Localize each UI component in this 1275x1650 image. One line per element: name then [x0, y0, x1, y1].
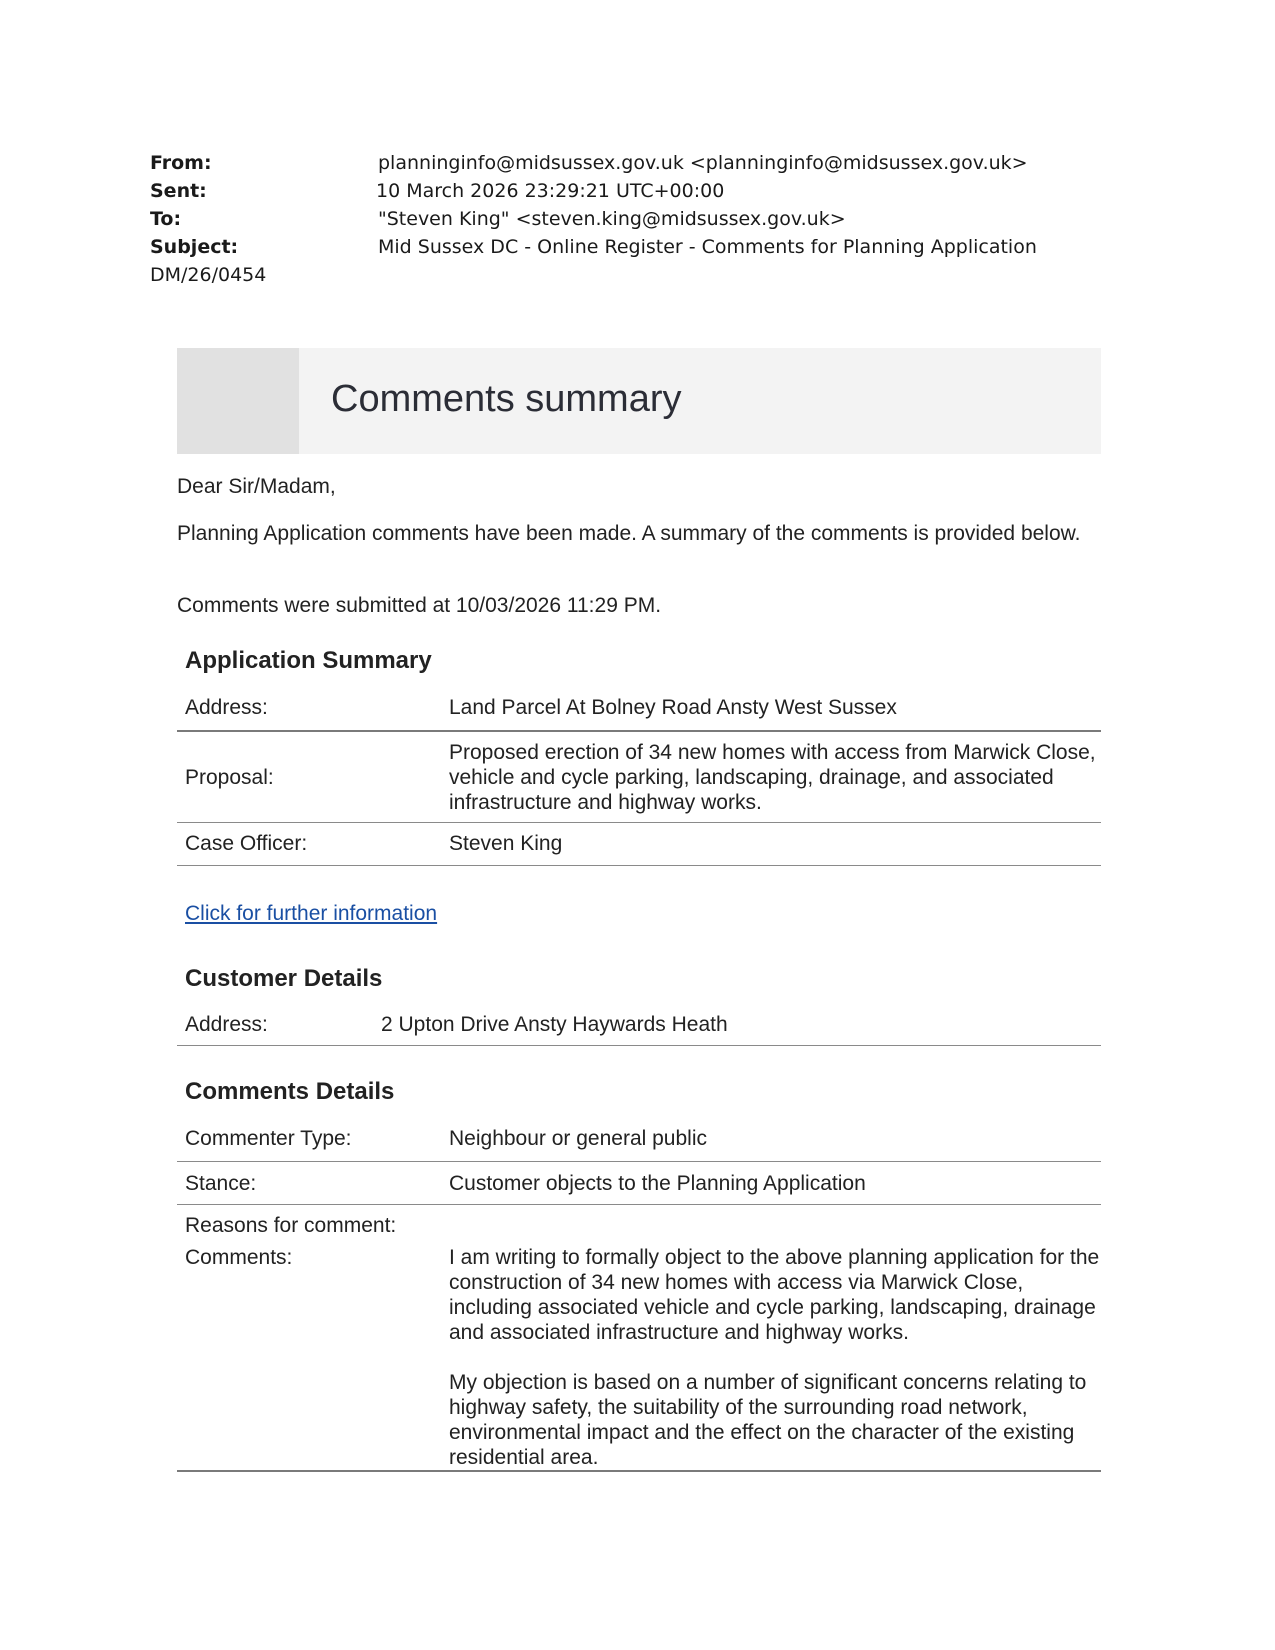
further-information-link[interactable]: Click for further information: [185, 902, 438, 925]
banner-logo-placeholder: [177, 348, 299, 454]
sent-label: Sent:: [150, 180, 207, 202]
table-row: [177, 823, 1101, 866]
table-row: [177, 1245, 1101, 1472]
subject-value: Mid Sussex DC - Online Register - Comments for Planning Application: [378, 236, 1037, 258]
subject-reference: DM/26/0454: [150, 264, 267, 286]
subject-row: [150, 233, 1150, 261]
to-label: To:: [150, 208, 182, 230]
commenter-type-value: Neighbour or general public: [449, 1127, 707, 1150]
comments-details-table: [177, 1114, 1101, 1472]
intro-message: Planning Application comments have been made. A summary of the comments is provided below.: [177, 522, 1081, 545]
from-label: From:: [150, 152, 212, 174]
customer-address-label: Address:: [185, 1013, 268, 1036]
customer-details-heading: Customer Details: [185, 965, 383, 992]
table-row: [177, 732, 1101, 823]
to-value: "Steven King" <steven.king@midsussex.gov.uk>: [378, 208, 846, 230]
comments-details-heading: Comments Details: [185, 1078, 395, 1105]
stance-label: Stance:: [185, 1172, 257, 1195]
sent-value: 10 March 2026 23:29:21 UTC+00:00: [376, 180, 725, 202]
reasons-label: Reasons for comment:: [185, 1214, 397, 1237]
table-row: [177, 1002, 1101, 1046]
application-summary-heading: Application Summary: [185, 647, 432, 674]
customer-details-table: [177, 1002, 1101, 1046]
submitted-timestamp: Comments were submitted at 10/03/2026 11:29 PM.: [177, 594, 662, 617]
summary-banner: [177, 348, 1101, 454]
case-officer-value: Steven King: [449, 832, 563, 855]
from-value: planninginfo@midsussex.gov.uk <planninginfo@midsussex.gov.uk>: [378, 152, 1028, 174]
application-summary-table: [177, 682, 1101, 866]
case-officer-label: Case Officer:: [185, 832, 308, 855]
customer-address-value: 2 Upton Drive Ansty Haywards Heath: [381, 1013, 728, 1036]
banner-title: Comments summary: [331, 378, 682, 420]
from-row: [150, 149, 1150, 177]
comments-label: Comments:: [185, 1246, 293, 1269]
table-row: [177, 1162, 1101, 1205]
stance-value: Customer objects to the Planning Application: [449, 1172, 866, 1195]
table-row: [177, 1205, 1101, 1245]
proposal-value: Proposed erection of 34 new homes with access from Marwick Close, vehicle and cycle parking, landscaping, drainage, and associated infrastructure and highway works.: [449, 741, 1096, 814]
comment-paragraph: I am writing to formally object to the above planning application for the construction of 34 new homes with access via Marwick Close, including associated vehicle and cycle parking, landscaping, drainage and associated infrastructure and highway works.: [449, 1246, 1100, 1344]
subject-label: Subject:: [150, 236, 239, 258]
table-row: [177, 682, 1101, 732]
proposal-label: Proposal:: [185, 766, 274, 789]
commenter-type-label: Commenter Type:: [185, 1127, 352, 1150]
address-value: Land Parcel At Bolney Road Ansty West Sussex: [449, 696, 897, 719]
comments-text: [449, 1245, 1101, 1470]
comment-paragraph: My objection is based on a number of significant concerns relating to highway safety, the suitability of the surrounding road network, environmental impact and the effect on the character of the existing residential area.: [449, 1371, 1087, 1469]
greeting: Dear Sir/Madam,: [177, 475, 336, 498]
to-row: [150, 205, 1150, 233]
email-header: [150, 149, 1150, 289]
address-label: Address:: [185, 696, 268, 719]
sent-row: [150, 177, 1150, 205]
table-row: [177, 1114, 1101, 1162]
